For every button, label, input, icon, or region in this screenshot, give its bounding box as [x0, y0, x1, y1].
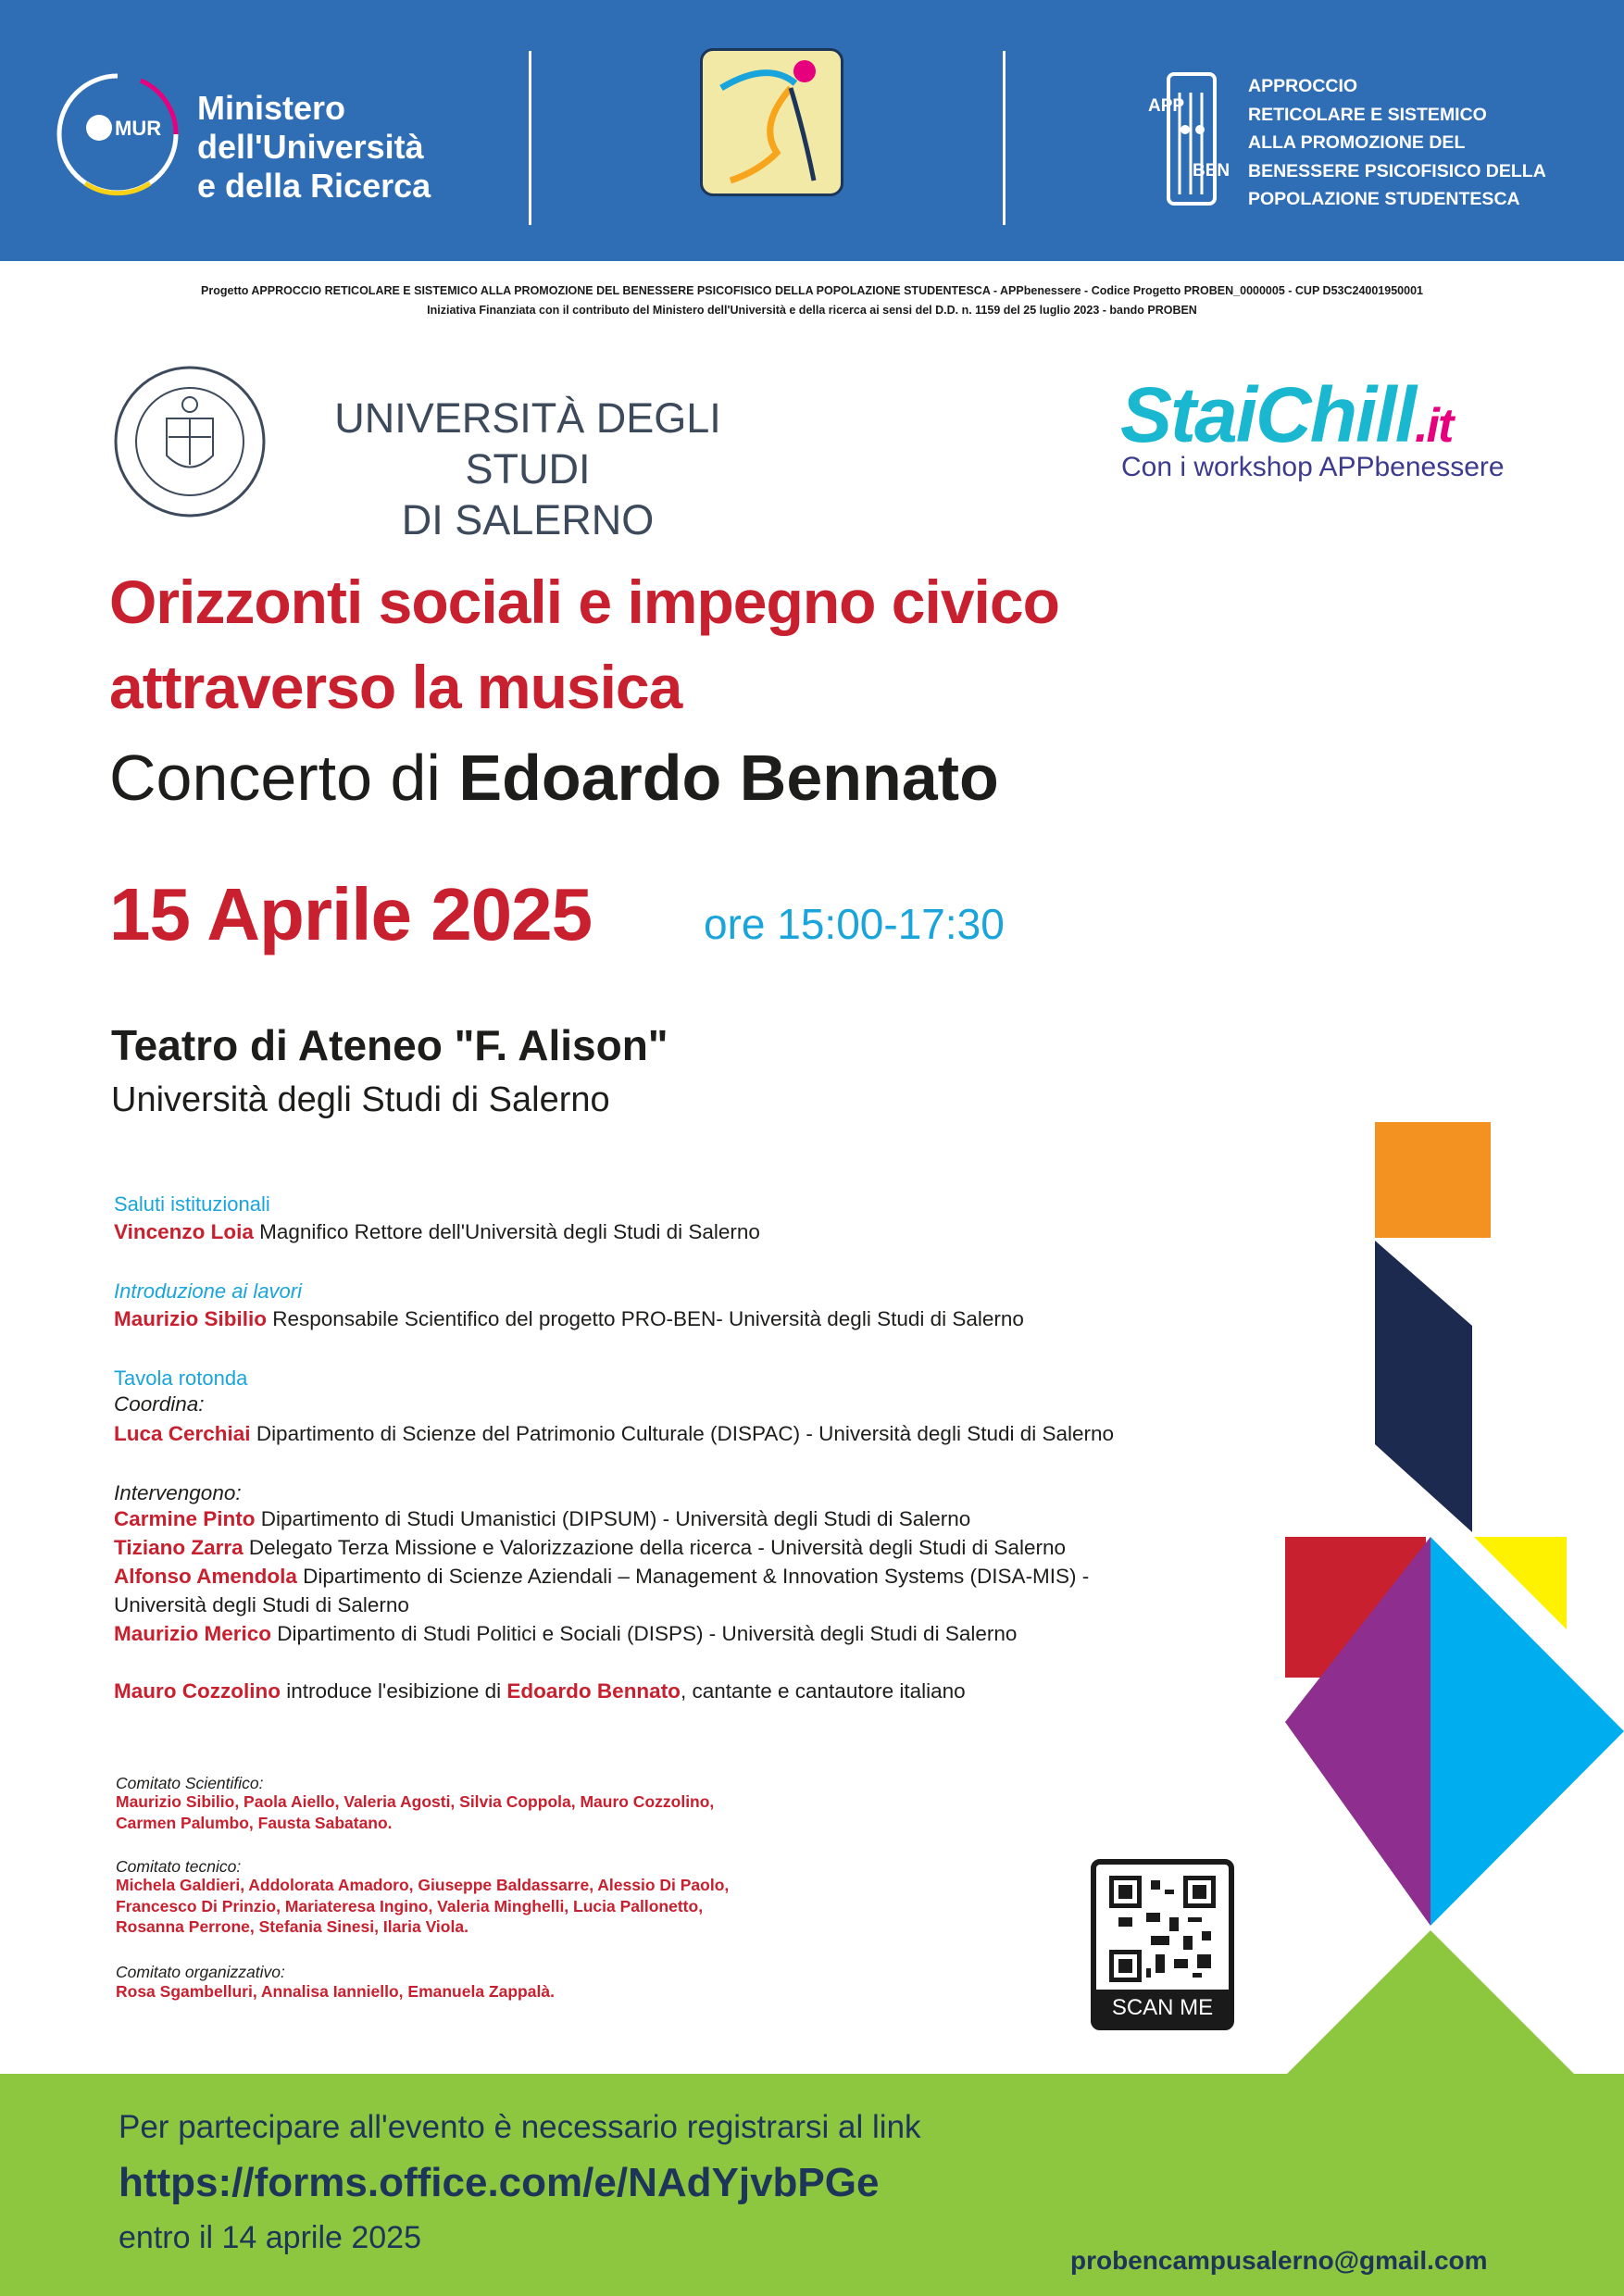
- committee-line: Francesco Di Prinzio, Mariateresa Ingino, Valeria Minghelli, Lucia Pallonetto,: [116, 1896, 704, 1915]
- committee-scientific-label: Comitato Scientifico:: [116, 1774, 264, 1792]
- event-title-line-2: attraverso la musica: [109, 653, 682, 721]
- program-line-speaker: [114, 1536, 1066, 1560]
- appben-face-icon: [1148, 65, 1233, 208]
- appben-line-2: RETICOLARE E SISTEMICO: [1248, 104, 1487, 125]
- qr-code[interactable]: [1091, 1859, 1234, 2030]
- venue-name: Teatro di Ateneo "F. Alison": [111, 1021, 668, 1069]
- venue-subtitle: Università degli Studi di Salerno: [111, 1080, 610, 1119]
- intervengono-label: Intervengono:: [114, 1481, 242, 1504]
- intro-label: Introduzione ai lavori: [114, 1279, 303, 1303]
- project-info-line: Progetto APPROCCIO RETICOLARE E SISTEMICO ALLA PROMOZIONE DEL BENESSERE PSICOFISICO DELLA POPOLAZIONE STUDENTESCA - APPbenessere - Codice Progetto PROBEN_0000005 - CUP D53C24001950001: [201, 284, 1423, 297]
- registration-deadline: entro il 14 aprile 2025: [119, 2220, 422, 2255]
- registration-note: Per partecipare all'evento è necessario registrarsi al link: [119, 2109, 921, 2145]
- appben-logo: [1148, 65, 1233, 208]
- mur-logo-icon: [48, 65, 187, 204]
- concert-headline: [109, 741, 999, 815]
- appben-line-3: ALLA PROMOZIONE DEL: [1248, 132, 1466, 153]
- speaker-name: Carmine Pinto: [114, 1507, 256, 1530]
- appben-description: [1248, 72, 1546, 214]
- speaker-role: Magnifico Rettore dell'Università degli Studi di Salerno: [253, 1220, 760, 1243]
- university-name-line-1: UNIVERSITÀ DEGLI STUDI: [334, 394, 721, 493]
- speaker-name: Luca Cerchiai: [114, 1422, 251, 1445]
- committee-line: Rosa Sgambelluri, Annalisa Ianniello, Emanuela Zappalà.: [116, 1982, 555, 2001]
- speaker-role: Dipartimento di Studi Umanistici (DIPSUM) - Università degli Studi di Salerno: [255, 1507, 971, 1530]
- university-name: [287, 393, 768, 545]
- program-line-coordina: [114, 1422, 1114, 1446]
- appben-badge-bottom: BEN: [1193, 161, 1230, 181]
- mur-line-2: dell'Università: [197, 128, 424, 166]
- registration-link[interactable]: https://forms.office.com/e/NAdYjvbPGe: [119, 2160, 880, 2205]
- program-line-intro: [114, 1307, 1024, 1331]
- appben-badge-top: APP: [1148, 96, 1185, 116]
- speaker-name: Maurizio Sibilio: [114, 1307, 268, 1330]
- committee-scientific-members: [116, 1791, 714, 1833]
- committee-org-label: Comitato organizzativo:: [116, 1963, 285, 1981]
- event-time: ore 15:00-17:30: [704, 900, 1005, 948]
- speaker-name: Mauro Cozzolino: [114, 1679, 281, 1703]
- program-line-speaker: [114, 1593, 409, 1617]
- program-line-closing: [114, 1679, 966, 1703]
- contact-email[interactable]: probencampusalerno@gmail.com: [1070, 2246, 1488, 2275]
- closing-text-end: , cantante e cantautore italiano: [680, 1679, 966, 1703]
- event-date: 15 Aprile 2025: [109, 873, 593, 955]
- dancer-icon: [703, 51, 842, 194]
- proben-label: PRO-BEN: [729, 199, 810, 218]
- speaker-role: Dipartimento di Studi Politici e Sociali (DISPS) - Università degli Studi di Salerno: [271, 1622, 1018, 1645]
- speaker-name: Alfonso Amendola: [114, 1565, 297, 1588]
- appben-line-1: APPROCCIO: [1248, 76, 1358, 96]
- program-line-speaker: [114, 1565, 1089, 1589]
- coordina-label: Coordina:: [114, 1392, 205, 1416]
- tangram-blue-triangle: [1430, 1537, 1624, 1926]
- program-line-saluti: [114, 1220, 760, 1244]
- mur-line-3: e della Ricerca: [197, 167, 431, 205]
- program-line-speaker: [114, 1507, 970, 1531]
- mur-line-1: Ministero: [197, 89, 346, 127]
- tavola-label: Tavola rotonda: [114, 1366, 248, 1390]
- mur-badge-text: MUR: [115, 117, 162, 140]
- committee-line: Maurizio Sibilio, Paola Aiello, Valeria Agosti, Silvia Coppola, Mauro Cozzolino,: [116, 1792, 715, 1811]
- concert-prefix: Concerto di: [109, 742, 459, 814]
- committee-line: Rosanna Perrone, Stefania Sinesi, Ilaria Viola.: [116, 1917, 468, 1936]
- header-divider-1: [529, 51, 531, 225]
- tangram-orange-square: [1375, 1122, 1491, 1238]
- tangram-navy-parallelogram: [1375, 1241, 1472, 1532]
- committee-line: Michela Galdieri, Addolorata Amadoro, Giuseppe Baldassarre, Alessio Di Paolo,: [116, 1876, 730, 1894]
- speaker-name: Tiziano Zarra: [114, 1536, 244, 1559]
- staichill-subtitle: Con i workshop APPbenessere: [1121, 452, 1505, 482]
- proben-logo: [700, 48, 843, 196]
- committee-org-members: [116, 1981, 555, 2003]
- tangram-green-triangle: [1287, 1930, 1574, 2074]
- speaker-name: Maurizio Merico: [114, 1622, 272, 1645]
- staichill-brand: StaiChill: [1120, 371, 1416, 458]
- speaker-name: Vincenzo Loia: [114, 1220, 254, 1243]
- university-name-line-2: DI SALERNO: [401, 496, 655, 543]
- header-divider-2: [1003, 51, 1006, 225]
- staichill-tld: .it: [1415, 399, 1453, 453]
- speaker-role: Dipartimento di Scienze del Patrimonio Culturale (DISPAC) - Università degli Studi di Salerno: [250, 1422, 1115, 1445]
- committee-line: Carmen Palumbo, Fausta Sabatano.: [116, 1813, 393, 1832]
- performer-name-inline: Edoardo Bennato: [506, 1679, 681, 1703]
- closing-text: introduce l'esibizione di: [280, 1679, 507, 1703]
- qr-pattern-icon: [1109, 1876, 1216, 1982]
- tangram-figure-icon: [1278, 1111, 1624, 2074]
- university-seal-icon: [111, 363, 269, 520]
- speaker-role: Responsabile Scientifico del progetto PRO-BEN- Università degli Studi di Salerno: [267, 1307, 1024, 1330]
- speaker-role: Delegato Terza Missione e Valorizzazione della ricerca - Università degli Studi di Salerno: [243, 1536, 1066, 1559]
- header-band: [0, 0, 1624, 261]
- committee-technical-label: Comitato tecnico:: [116, 1857, 242, 1876]
- staichill-logo: [1120, 370, 1452, 460]
- mur-name: [197, 89, 431, 206]
- scan-me-label: SCAN ME: [1096, 1990, 1229, 2025]
- appben-line-4: BENESSERE PSICOFISICO DELLA: [1248, 160, 1546, 181]
- funding-info-line: Iniziativa Finanziata con il contributo del Ministero dell'Università e della ricerca ai sensi del D.D. n. 1159 del 25 luglio 2023 - bando PROBEN: [427, 304, 1197, 317]
- appben-line-5: POPOLAZIONE STUDENTESCA: [1248, 189, 1520, 209]
- program-line-speaker: [114, 1622, 1017, 1646]
- event-title-line-1: Orizzonti sociali e impegno civico: [109, 568, 1059, 636]
- speaker-role: Dipartimento di Scienze Aziendali – Management & Innovation Systems (DISA-MIS) -: [296, 1565, 1090, 1588]
- saluti-label: Saluti istituzionali: [114, 1192, 270, 1216]
- speaker-role: Università degli Studi di Salerno: [114, 1593, 409, 1616]
- committee-technical-members: [116, 1875, 729, 1938]
- performer-name: Edoardo Bennato: [458, 742, 999, 814]
